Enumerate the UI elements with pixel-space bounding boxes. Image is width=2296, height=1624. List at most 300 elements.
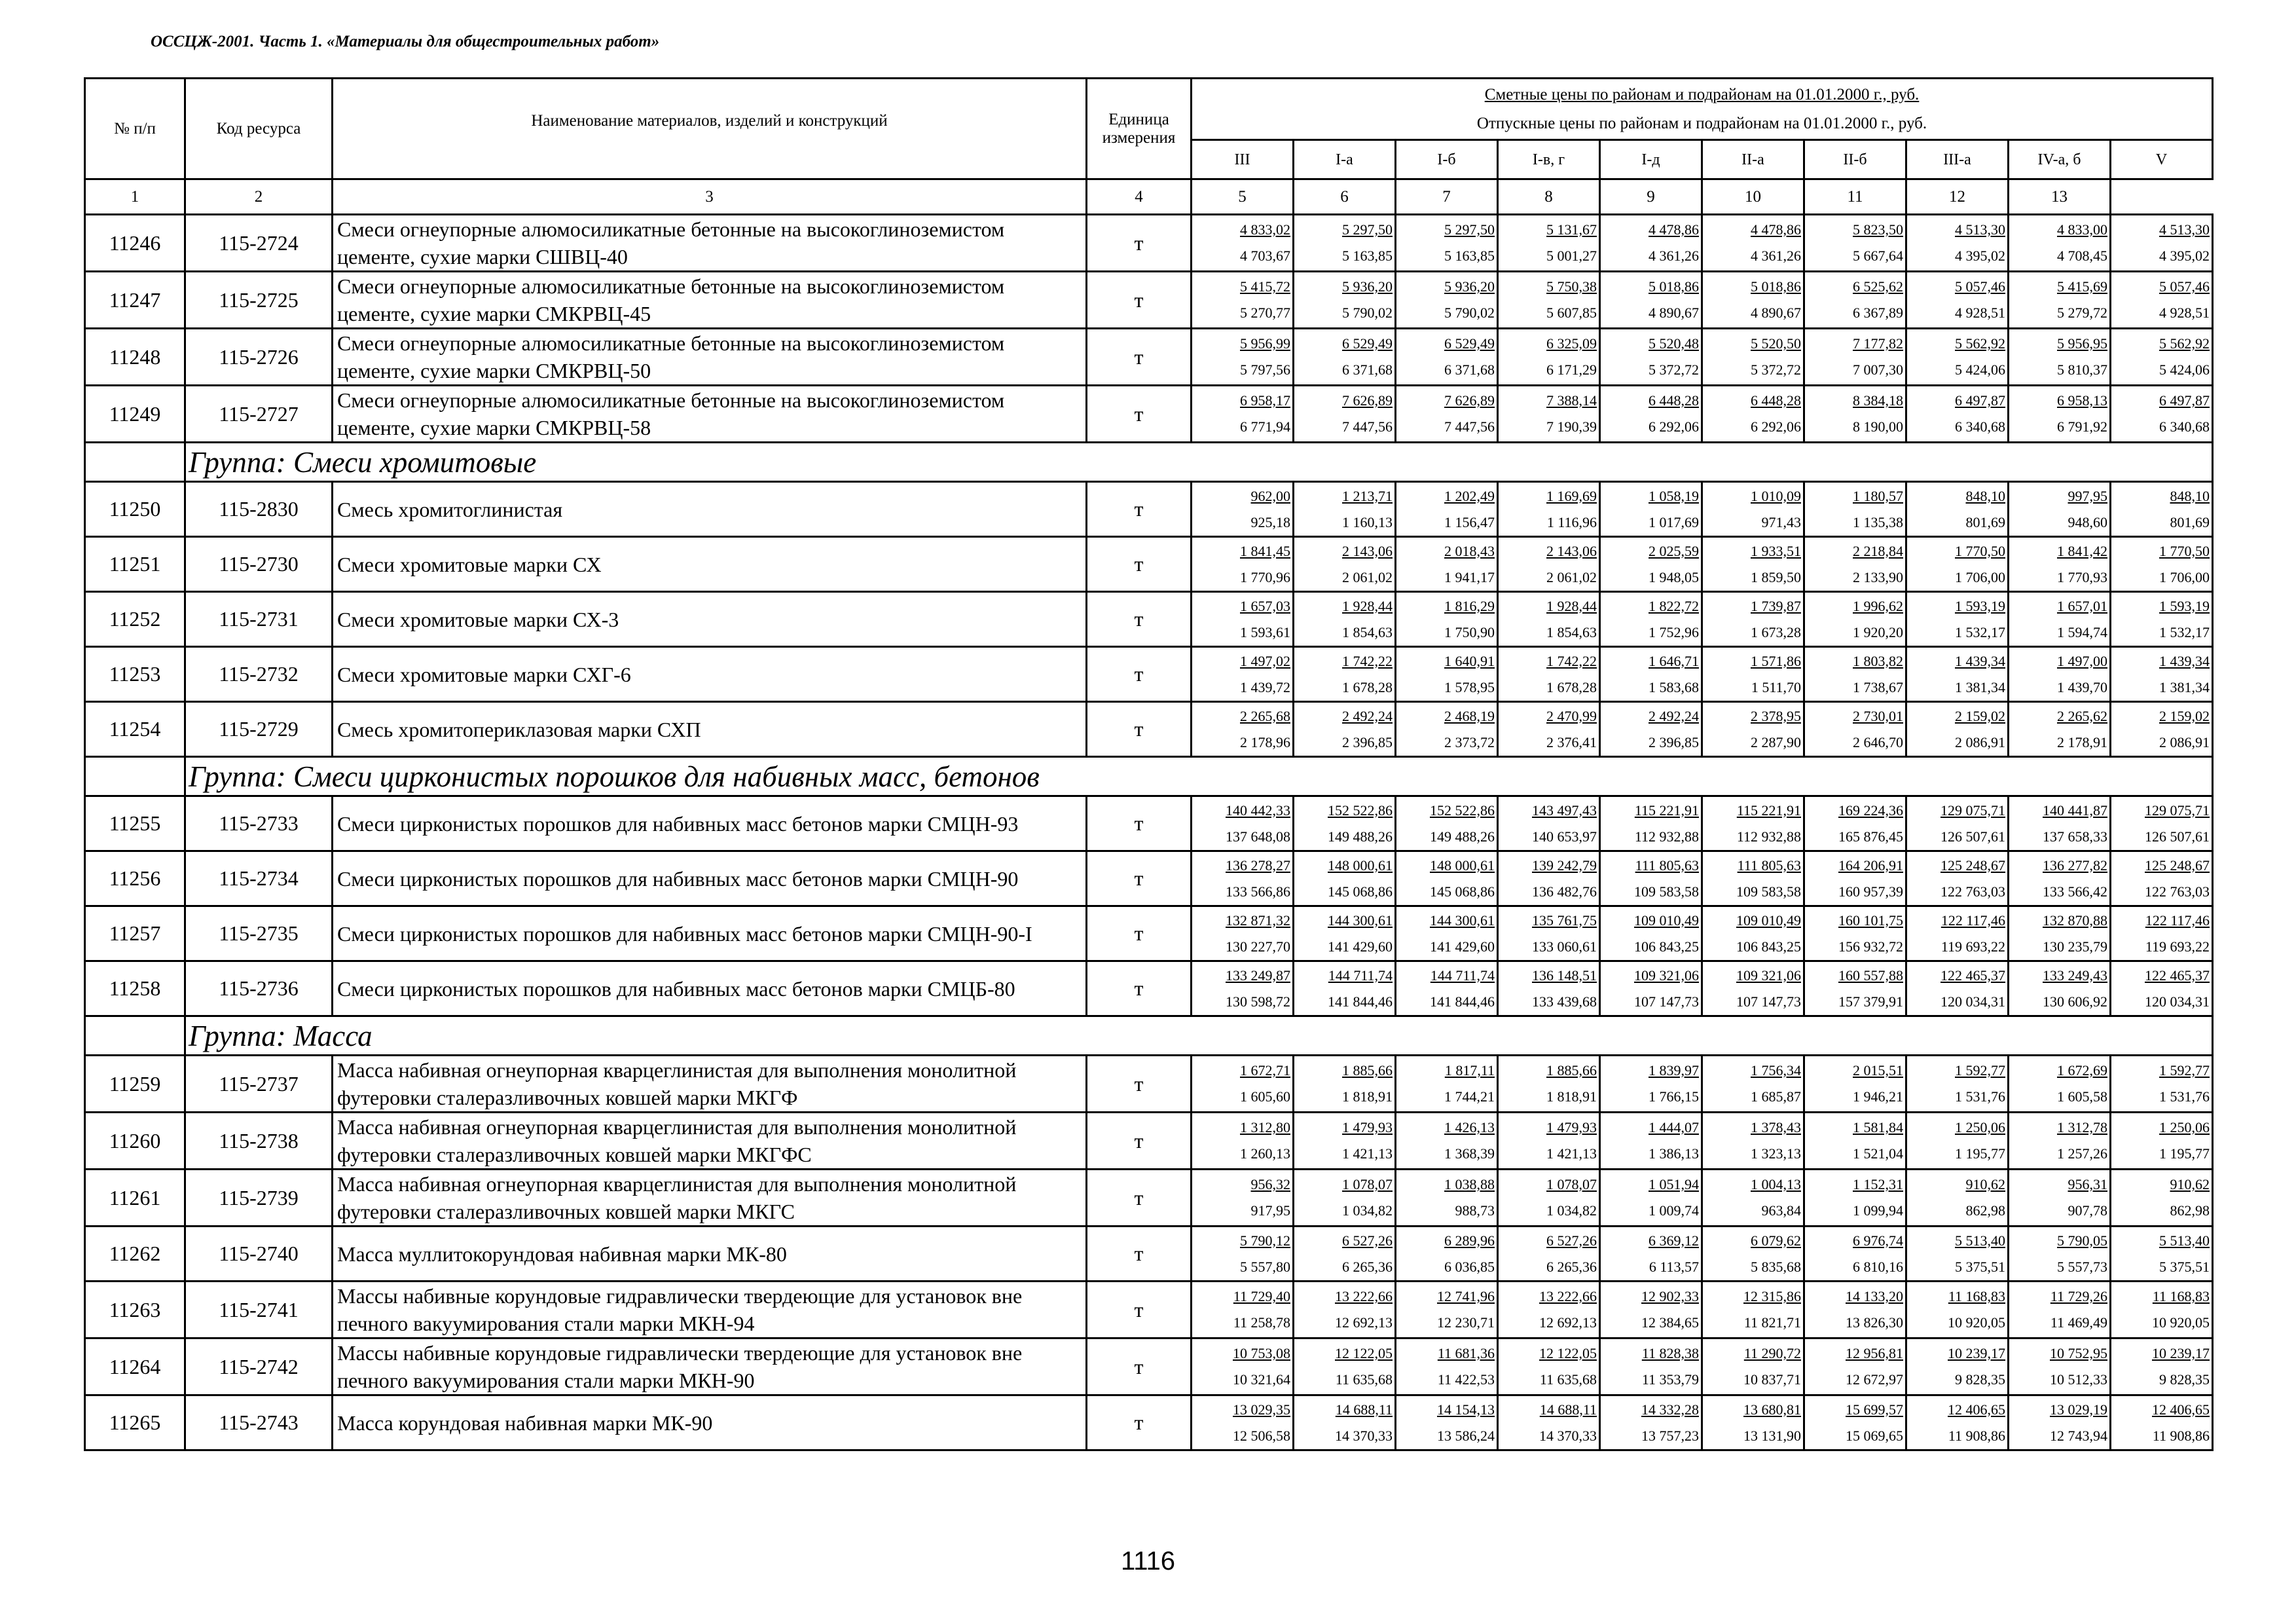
release-price: 10 920,05 bbox=[1948, 1314, 2005, 1331]
release-price: 1 099,94 bbox=[1853, 1202, 1903, 1219]
release-price: 12 506,58 bbox=[1233, 1427, 1290, 1444]
price-cell bbox=[1906, 1395, 2009, 1450]
document-header: ОССЦЖ-2001. Часть 1. «Материалы для общестроительных работ» bbox=[151, 33, 660, 50]
material-name: Смеси цирконистых порошков для набивных масс бетонов марки СМЦН-90 bbox=[333, 851, 1087, 906]
release-price: 140 653,97 bbox=[1532, 828, 1597, 845]
release-price: 1 706,00 bbox=[1955, 568, 2005, 585]
price-cell bbox=[1702, 647, 1804, 702]
price-cell bbox=[1906, 1282, 2009, 1338]
estimate-price: 5 415,72 bbox=[1240, 278, 1290, 295]
price-cell bbox=[1906, 272, 2009, 329]
estimate-price: 13 680,81 bbox=[1743, 1401, 1801, 1418]
estimate-price: 11 828,38 bbox=[1641, 1345, 1699, 1361]
estimate-price: 1 169,69 bbox=[1546, 487, 1597, 504]
price-cell bbox=[1192, 1282, 1294, 1338]
price-cell bbox=[1600, 1227, 1702, 1282]
estimate-price: 1 640,91 bbox=[1444, 652, 1495, 669]
price-cell bbox=[2111, 1170, 2213, 1227]
estimate-price: 1 250,06 bbox=[1955, 1119, 2005, 1135]
price-cell bbox=[1498, 851, 1600, 906]
price-cell bbox=[1804, 1170, 1906, 1227]
release-price: 7 007,30 bbox=[1853, 361, 1903, 378]
estimate-price: 5 131,67 bbox=[1546, 221, 1597, 238]
price-cell bbox=[1294, 1170, 1396, 1227]
material-name: Смеси огнеупорные алюмосиликатные бетонные на высокоглиноземистом цементе, сухие марки СМКРВЦ-45 bbox=[333, 272, 1087, 329]
release-price: 1 135,38 bbox=[1853, 513, 1903, 530]
price-cell bbox=[1192, 592, 1294, 647]
release-price: 12 743,94 bbox=[2050, 1427, 2107, 1444]
release-price: 6 367,89 bbox=[1853, 304, 1903, 321]
estimate-price: 6 497,87 bbox=[1955, 392, 2005, 409]
price-cell bbox=[1804, 482, 1906, 537]
unit-of-measure: т bbox=[1087, 1227, 1192, 1282]
release-price: 130 606,92 bbox=[2043, 993, 2107, 1010]
release-price: 6 265,36 bbox=[1546, 1258, 1597, 1275]
release-price: 2 373,72 bbox=[1444, 733, 1495, 750]
price-cell bbox=[2009, 1113, 2111, 1170]
row-number: 11250 bbox=[85, 482, 185, 537]
estimate-price: 109 321,06 bbox=[1736, 967, 1801, 984]
release-price: 2 287,90 bbox=[1751, 733, 1801, 750]
estimate-price: 13 222,66 bbox=[1335, 1288, 1393, 1304]
price-cell bbox=[2111, 272, 2213, 329]
price-cell bbox=[1396, 537, 1498, 592]
table-row bbox=[85, 1338, 2213, 1395]
price-cell bbox=[1600, 1282, 1702, 1338]
estimate-price: 5 823,50 bbox=[1853, 221, 1903, 238]
resource-code: 115-2736 bbox=[185, 961, 333, 1016]
estimate-price: 129 075,71 bbox=[2145, 802, 2210, 819]
price-cell bbox=[2111, 592, 2213, 647]
estimate-price: 910,62 bbox=[2170, 1176, 2210, 1192]
release-price: 141 844,46 bbox=[1328, 993, 1393, 1010]
resource-code: 115-2727 bbox=[185, 386, 333, 443]
price-cell bbox=[1294, 851, 1396, 906]
release-price: 5 375,51 bbox=[1955, 1258, 2005, 1275]
release-price: 6 171,29 bbox=[1546, 361, 1597, 378]
row-number: 11253 bbox=[85, 647, 185, 702]
table-row bbox=[85, 1113, 2213, 1170]
release-price: 1 421,13 bbox=[1342, 1145, 1393, 1162]
estimate-price: 5 936,20 bbox=[1444, 278, 1495, 295]
release-price: 6 113,57 bbox=[1649, 1258, 1699, 1275]
estimate-price: 144 711,74 bbox=[1328, 967, 1393, 984]
estimate-price: 14 332,28 bbox=[1641, 1401, 1699, 1418]
table-row bbox=[85, 215, 2213, 272]
price-cell bbox=[2009, 1395, 2111, 1450]
region-header: I-в, г bbox=[1498, 140, 1600, 179]
estimate-price: 1 996,62 bbox=[1853, 597, 1903, 614]
release-price: 136 482,76 bbox=[1532, 883, 1597, 900]
row-number: 11248 bbox=[85, 329, 185, 386]
price-cell bbox=[2111, 961, 2213, 1016]
estimate-price: 5 018,86 bbox=[1649, 278, 1699, 295]
column-number: 11 bbox=[1804, 179, 1906, 215]
table-row bbox=[85, 702, 2213, 757]
release-price: 1 818,91 bbox=[1342, 1088, 1393, 1105]
unit-of-measure: т bbox=[1087, 215, 1192, 272]
estimate-price: 109 321,06 bbox=[1634, 967, 1699, 984]
release-price: 1 859,50 bbox=[1751, 568, 1801, 585]
release-price: 130 227,70 bbox=[1226, 938, 1290, 955]
release-price: 137 658,33 bbox=[2043, 828, 2107, 845]
price-cell bbox=[1294, 961, 1396, 1016]
row-number: 11265 bbox=[85, 1395, 185, 1450]
release-price: 801,69 bbox=[1965, 513, 2005, 530]
estimate-price: 11 290,72 bbox=[1743, 1345, 1801, 1361]
estimate-price: 6 976,74 bbox=[1853, 1232, 1903, 1249]
release-price: 801,69 bbox=[2170, 513, 2210, 530]
release-price: 130 598,72 bbox=[1226, 993, 1290, 1010]
release-price: 1 685,87 bbox=[1751, 1088, 1801, 1105]
release-price: 1 195,77 bbox=[1955, 1145, 2005, 1162]
column-number: 1 bbox=[85, 179, 185, 215]
price-table bbox=[84, 77, 2214, 1451]
group-row bbox=[85, 757, 2213, 796]
release-price: 2 086,91 bbox=[1955, 733, 2005, 750]
price-cell bbox=[1294, 796, 1396, 851]
price-cell bbox=[1396, 482, 1498, 537]
estimate-price: 6 958,13 bbox=[2057, 392, 2107, 409]
estimate-price: 2 015,51 bbox=[1853, 1062, 1903, 1079]
material-name: Смеси огнеупорные алюмосиликатные бетонные на высокоглиноземистом цементе, сухие марки СШВЦ-40 bbox=[333, 215, 1087, 272]
estimate-price: 133 249,87 bbox=[1226, 967, 1290, 984]
estimate-price: 136 277,82 bbox=[2043, 857, 2107, 874]
estimate-price: 13 029,35 bbox=[1233, 1401, 1290, 1418]
release-price: 1 770,93 bbox=[2057, 568, 2107, 585]
region-header: I-д bbox=[1600, 140, 1702, 179]
price-cell bbox=[1702, 272, 1804, 329]
release-price: 4 890,67 bbox=[1649, 304, 1699, 321]
release-price: 13 586,24 bbox=[1437, 1427, 1495, 1444]
group-row bbox=[85, 443, 2213, 482]
release-price: 1 257,26 bbox=[2057, 1145, 2107, 1162]
release-price: 1 532,17 bbox=[2159, 623, 2210, 640]
price-cell bbox=[1396, 592, 1498, 647]
estimate-price: 111 805,63 bbox=[1635, 857, 1699, 874]
estimate-price: 997,95 bbox=[2068, 487, 2107, 504]
estimate-price: 5 750,38 bbox=[1546, 278, 1597, 295]
release-price: 133 439,68 bbox=[1532, 993, 1597, 1010]
col-header-name: Наименование материалов, изделий и конструкций bbox=[333, 79, 1087, 179]
estimate-price: 6 527,26 bbox=[1342, 1232, 1393, 1249]
estimate-price: 136 148,51 bbox=[1532, 967, 1597, 984]
estimate-price: 2 159,02 bbox=[1955, 707, 2005, 724]
release-price: 1 260,13 bbox=[1240, 1145, 1290, 1162]
price-cell bbox=[1906, 1338, 2009, 1395]
estimate-price: 1 004,13 bbox=[1751, 1176, 1801, 1192]
estimate-price: 1 051,94 bbox=[1649, 1176, 1699, 1192]
release-price: 6 791,92 bbox=[2057, 418, 2107, 435]
price-cell bbox=[1498, 482, 1600, 537]
release-price: 109 583,58 bbox=[1634, 883, 1699, 900]
price-cell bbox=[1600, 1395, 1702, 1450]
price-cell bbox=[1804, 702, 1906, 757]
release-price: 1 593,61 bbox=[1240, 623, 1290, 640]
estimate-price: 1 202,49 bbox=[1444, 487, 1495, 504]
release-price: 5 279,72 bbox=[2057, 304, 2107, 321]
release-price: 6 292,06 bbox=[1649, 418, 1699, 435]
estimate-price: 11 168,83 bbox=[2152, 1288, 2210, 1304]
release-price: 8 190,00 bbox=[1853, 418, 1903, 435]
release-price: 6 810,16 bbox=[1853, 1258, 1903, 1275]
estimate-price: 1 078,07 bbox=[1546, 1176, 1597, 1192]
estimate-price: 1 426,13 bbox=[1444, 1119, 1495, 1135]
price-cell bbox=[1294, 537, 1396, 592]
release-price: 145 068,86 bbox=[1328, 883, 1393, 900]
release-price: 145 068,86 bbox=[1430, 883, 1495, 900]
price-cell bbox=[2009, 592, 2111, 647]
estimate-price: 152 522,86 bbox=[1430, 802, 1495, 819]
release-price: 11 821,71 bbox=[1743, 1314, 1801, 1331]
row-number: 11249 bbox=[85, 386, 185, 443]
price-cell bbox=[1192, 215, 1294, 272]
estimate-price: 6 325,09 bbox=[1546, 335, 1597, 352]
row-number: 11261 bbox=[85, 1170, 185, 1227]
price-cell bbox=[2111, 215, 2213, 272]
estimate-price: 5 297,50 bbox=[1444, 221, 1495, 238]
row-number: 11252 bbox=[85, 592, 185, 647]
price-cell bbox=[1192, 1113, 1294, 1170]
price-cell bbox=[1906, 1170, 2009, 1227]
release-price: 11 353,79 bbox=[1641, 1371, 1699, 1388]
estimate-price: 1 841,42 bbox=[2057, 542, 2107, 559]
release-price: 7 190,39 bbox=[1546, 418, 1597, 435]
resource-code: 115-2724 bbox=[185, 215, 333, 272]
estimate-price: 1 078,07 bbox=[1342, 1176, 1393, 1192]
estimate-price: 109 010,49 bbox=[1634, 912, 1699, 929]
release-price: 907,78 bbox=[2068, 1202, 2107, 1219]
estimate-price: 8 384,18 bbox=[1853, 392, 1903, 409]
price-cell bbox=[1702, 796, 1804, 851]
release-price: 4 928,51 bbox=[1955, 304, 2005, 321]
estimate-price: 6 529,49 bbox=[1342, 335, 1393, 352]
price-cell bbox=[1294, 482, 1396, 537]
resource-code: 115-2737 bbox=[185, 1056, 333, 1113]
estimate-price: 1 571,86 bbox=[1751, 652, 1801, 669]
price-cell bbox=[1498, 537, 1600, 592]
price-cell bbox=[1498, 215, 1600, 272]
price-cell bbox=[1600, 215, 1702, 272]
release-price: 126 507,61 bbox=[1941, 828, 2005, 845]
price-cell bbox=[2111, 702, 2213, 757]
release-price: 1 854,63 bbox=[1342, 623, 1393, 640]
price-cell bbox=[1702, 386, 1804, 443]
price-cell bbox=[2009, 796, 2111, 851]
estimate-price: 2 265,68 bbox=[1240, 707, 1290, 724]
estimate-price: 1 593,19 bbox=[1955, 597, 2005, 614]
estimate-price: 6 958,17 bbox=[1240, 392, 1290, 409]
estimate-price: 6 448,28 bbox=[1751, 392, 1801, 409]
resource-code: 115-2731 bbox=[185, 592, 333, 647]
estimate-price: 133 249,43 bbox=[2043, 967, 2107, 984]
release-price: 12 384,65 bbox=[1641, 1314, 1699, 1331]
price-cell bbox=[1804, 386, 1906, 443]
unit-of-measure: т bbox=[1087, 1395, 1192, 1450]
col-header-code: Код ресурса bbox=[185, 79, 333, 179]
estimate-price: 5 790,12 bbox=[1240, 1232, 1290, 1249]
release-price: 1 421,13 bbox=[1546, 1145, 1597, 1162]
price-cell bbox=[2009, 961, 2111, 1016]
estimate-price: 4 478,86 bbox=[1751, 221, 1801, 238]
price-cell bbox=[1702, 1170, 1804, 1227]
release-price: 5 810,37 bbox=[2057, 361, 2107, 378]
estimate-price: 11 729,26 bbox=[2050, 1288, 2107, 1304]
price-cell bbox=[1396, 215, 1498, 272]
group-blank-cell bbox=[85, 1016, 185, 1056]
resource-code: 115-2732 bbox=[185, 647, 333, 702]
row-number: 11247 bbox=[85, 272, 185, 329]
price-cell bbox=[2009, 702, 2111, 757]
price-cell bbox=[1702, 482, 1804, 537]
price-cell bbox=[2111, 647, 2213, 702]
release-price: 862,98 bbox=[2170, 1202, 2210, 1219]
estimate-price: 1 152,31 bbox=[1853, 1176, 1903, 1192]
table-row bbox=[85, 906, 2213, 961]
price-cell bbox=[1192, 647, 1294, 702]
price-cell bbox=[1600, 702, 1702, 757]
release-price: 6 265,36 bbox=[1342, 1258, 1393, 1275]
release-price: 13 826,30 bbox=[1846, 1314, 1903, 1331]
estimate-price: 5 415,69 bbox=[2057, 278, 2107, 295]
table-row bbox=[85, 647, 2213, 702]
release-price: 14 370,33 bbox=[1335, 1427, 1393, 1444]
estimate-price: 122 465,37 bbox=[2145, 967, 2210, 984]
price-cell bbox=[1600, 386, 1702, 443]
table-row bbox=[85, 386, 2213, 443]
row-number: 11246 bbox=[85, 215, 185, 272]
price-cell bbox=[1396, 851, 1498, 906]
price-cell bbox=[1702, 592, 1804, 647]
table-row bbox=[85, 1170, 2213, 1227]
estimate-price: 148 000,61 bbox=[1430, 857, 1495, 874]
release-price: 1 678,28 bbox=[1342, 678, 1393, 695]
estimate-price: 5 790,05 bbox=[2057, 1232, 2107, 1249]
release-price: 1 744,21 bbox=[1444, 1088, 1495, 1105]
release-price: 119 693,22 bbox=[1941, 938, 2005, 955]
release-price: 6 771,94 bbox=[1240, 418, 1290, 435]
estimate-price: 115 221,91 bbox=[1736, 802, 1801, 819]
price-cell bbox=[2111, 386, 2213, 443]
price-cell bbox=[2009, 1338, 2111, 1395]
price-cell bbox=[1192, 329, 1294, 386]
row-number: 11264 bbox=[85, 1338, 185, 1395]
resource-code: 115-2741 bbox=[185, 1282, 333, 1338]
price-cell bbox=[2009, 906, 2111, 961]
material-name: Смеси хромитовые марки СХ-3 bbox=[333, 592, 1087, 647]
estimate-price: 5 018,86 bbox=[1751, 278, 1801, 295]
release-price: 4 890,67 bbox=[1751, 304, 1801, 321]
price-cell bbox=[1294, 1338, 1396, 1395]
price-cell bbox=[1804, 537, 1906, 592]
price-cell bbox=[1498, 1227, 1600, 1282]
unit-of-measure: т bbox=[1087, 386, 1192, 443]
release-price: 9 828,35 bbox=[1955, 1371, 2005, 1388]
price-cell bbox=[2009, 647, 2111, 702]
price-cell bbox=[1192, 482, 1294, 537]
estimate-price: 144 300,61 bbox=[1430, 912, 1495, 929]
release-price: 126 507,61 bbox=[2145, 828, 2210, 845]
price-cell bbox=[1498, 1056, 1600, 1113]
row-number: 11251 bbox=[85, 537, 185, 592]
estimate-price: 111 805,63 bbox=[1737, 857, 1801, 874]
release-price: 1 368,39 bbox=[1444, 1145, 1495, 1162]
column-number: 5 bbox=[1192, 179, 1294, 215]
price-cell bbox=[1702, 702, 1804, 757]
price-cell bbox=[1600, 1170, 1702, 1227]
price-cell bbox=[2111, 1227, 2213, 1282]
unit-of-measure: т bbox=[1087, 906, 1192, 961]
estimate-price: 1 497,00 bbox=[2057, 652, 2107, 669]
release-price: 2 178,96 bbox=[1240, 733, 1290, 750]
release-price: 120 034,31 bbox=[1941, 993, 2005, 1010]
material-name: Смеси хромитовые марки СХ bbox=[333, 537, 1087, 592]
price-cell bbox=[1498, 702, 1600, 757]
estimate-price: 2 468,19 bbox=[1444, 707, 1495, 724]
estimate-price: 962,00 bbox=[1250, 487, 1290, 504]
estimate-price: 1 038,88 bbox=[1444, 1176, 1495, 1192]
price-cell bbox=[1396, 647, 1498, 702]
release-price: 14 370,33 bbox=[1539, 1427, 1597, 1444]
estimate-price: 122 117,46 bbox=[2145, 912, 2210, 929]
estimate-price: 910,62 bbox=[1965, 1176, 2005, 1192]
price-cell bbox=[2009, 386, 2111, 443]
release-price: 1 750,90 bbox=[1444, 623, 1495, 640]
price-cell bbox=[1702, 851, 1804, 906]
release-price: 10 920,05 bbox=[2152, 1314, 2210, 1331]
release-price: 7 447,56 bbox=[1444, 418, 1495, 435]
estimate-price: 848,10 bbox=[2170, 487, 2210, 504]
estimate-price: 7 626,89 bbox=[1342, 392, 1393, 409]
release-price: 988,73 bbox=[1455, 1202, 1495, 1219]
release-price: 5 557,73 bbox=[2057, 1258, 2107, 1275]
estimate-price: 2 730,01 bbox=[1853, 707, 1903, 724]
release-price: 1 941,17 bbox=[1444, 568, 1495, 585]
release-price: 1 673,28 bbox=[1751, 623, 1801, 640]
region-header: III bbox=[1192, 140, 1294, 179]
release-price: 1 752,96 bbox=[1649, 623, 1699, 640]
group-title: Группа: Смеси хромитовые bbox=[185, 443, 2213, 482]
estimate-price: 11 168,83 bbox=[1948, 1288, 2005, 1304]
price-cell bbox=[1294, 702, 1396, 757]
release-price: 12 692,13 bbox=[1539, 1314, 1597, 1331]
price-cell bbox=[1906, 851, 2009, 906]
price-cell bbox=[1600, 851, 1702, 906]
price-cell bbox=[2111, 851, 2213, 906]
estimate-price: 144 300,61 bbox=[1328, 912, 1393, 929]
price-cell bbox=[2009, 537, 2111, 592]
release-price: 1 678,28 bbox=[1546, 678, 1597, 695]
price-cell bbox=[1600, 482, 1702, 537]
release-price: 1 160,13 bbox=[1342, 513, 1393, 530]
material-name: Массы набивные корундовые гидравлически твердеющие для установок вне печного вакуумирования стали марки МКН-94 bbox=[333, 1282, 1087, 1338]
release-price: 6 340,68 bbox=[1955, 418, 2005, 435]
row-number: 11257 bbox=[85, 906, 185, 961]
prices-caption-release: Отпускные цены по районам и подрайонам на 01.01.2000 г., руб. bbox=[1476, 114, 1927, 132]
release-price: 5 375,51 bbox=[2159, 1258, 2210, 1275]
resource-code: 115-2733 bbox=[185, 796, 333, 851]
estimate-price: 152 522,86 bbox=[1328, 802, 1393, 819]
estimate-price: 1 378,43 bbox=[1751, 1119, 1801, 1135]
release-price: 5 835,68 bbox=[1751, 1258, 1801, 1275]
estimate-price: 1 885,66 bbox=[1546, 1062, 1597, 1079]
release-price: 107 147,73 bbox=[1736, 993, 1801, 1010]
release-price: 1 578,95 bbox=[1444, 678, 1495, 695]
release-price: 1 605,58 bbox=[2057, 1088, 2107, 1105]
release-price: 963,84 bbox=[1761, 1202, 1801, 1219]
region-header: IV-а, б bbox=[2009, 140, 2111, 179]
release-price: 107 147,73 bbox=[1634, 993, 1699, 1010]
